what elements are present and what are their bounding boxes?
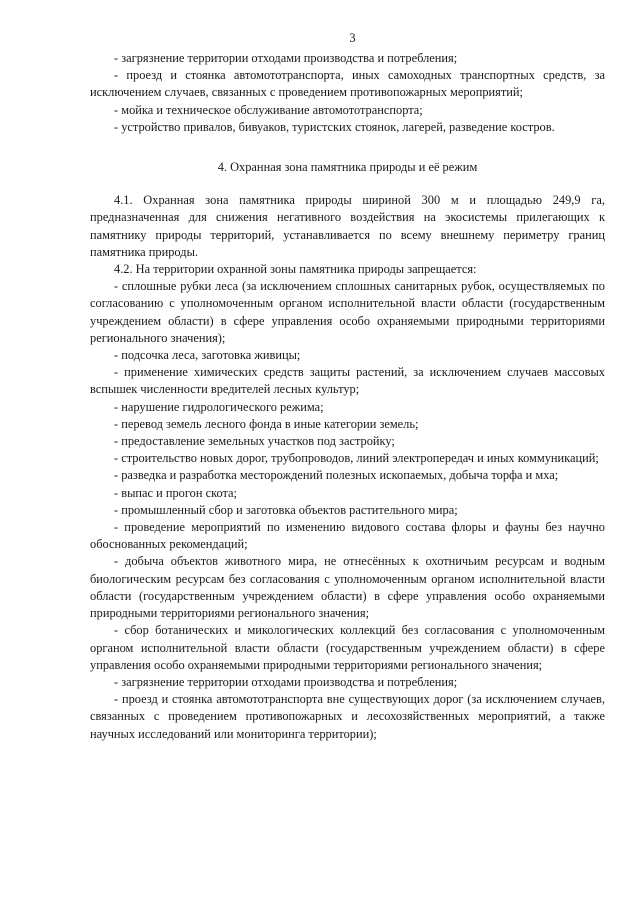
prohibited-list-item: - сплошные рубки леса (за исключением сплошных санитарных рубок, осуществляемых по согласованию с уполномоченным органом исполнительной власти области (государственным учреждением области) в сфере управления особо охраняемыми природными территориями регионального значения); — [90, 279, 605, 345]
top-list-item: - устройство привалов, бивуаков, туристских стоянок, лагерей, разведение костров. — [114, 119, 555, 134]
top-list-item: - проезд и стоянка автомототранспорта, иных самоходных транспортных средств, за исключением случаев, связанных с проведением противопожарных мероприятий; — [90, 68, 605, 100]
prohibited-list-item: - перевод земель лесного фонда в иные категории земель; — [114, 416, 419, 431]
prohibited-list-item: - предоставление земельных участков под застройку; — [114, 434, 395, 449]
prohibited-list-item: - сбор ботанических и микологических коллекций без согласования с уполномоченным органом исполнительной власти области (государственным учреждением области) в сфере управления особо охраняемыми природными территориями регионального значения; — [90, 623, 605, 672]
section-heading: 4. Охранная зона памятника природы и её режим — [217, 160, 478, 175]
prohibited-list-item: - строительство новых дорог, трубопроводов, линий электропередач и иных коммуникаций; — [114, 451, 599, 466]
top-list-item: - мойка и техническое обслуживание автомототранспорта; — [114, 102, 423, 117]
prohibited-list-item: - проезд и стоянка автомототранспорта вне существующих дорог (за исключением случаев, связанных с проведением противопожарных и лесохозяйственных мероприятий, а также научных исследований или мониторинга территории); — [90, 692, 605, 741]
prohibited-list-item: - применение химических средств защиты растений, за исключением случаев массовых вспышек численности вредителей лесных культур; — [90, 365, 605, 397]
document-page — [90, 30, 605, 743]
prohibited-list-item: - проведение мероприятий по изменению видового состава флоры и фауны без научно обоснованных рекомендаций; — [90, 520, 605, 552]
prohibited-list-item: - загрязнение территории отходами производства и потребления; — [114, 674, 458, 689]
top-list-item: - загрязнение территории отходами производства и потребления; — [114, 51, 458, 65]
prohibited-list-item: - добыча объектов животного мира, не отнесённых к охотничьим ресурсам и водным биологическим ресурсам без согласования с уполномоченным органом исполнительной власти области (государственным учреждением области) в сфере управления особо охраняемыми природными территориями регионального значения; — [90, 554, 605, 621]
prohibited-list-item: - нарушение гидрологического режима; — [114, 399, 324, 414]
page-number: 3 — [349, 31, 356, 45]
prohibited-list-item: - промышленный сбор и заготовка объектов растительного мира; — [114, 502, 458, 517]
prohibited-list-item: - выпас и прогон скота; — [114, 485, 238, 500]
prohibited-list-item: - разведка и разработка месторождений полезных ископаемых, добыча торфа и мха; — [114, 468, 559, 483]
clause-4-2: 4.2. На территории охранной зоны памятника природы запрещается: — [114, 262, 477, 277]
prohibited-list-item: - подсочка леса, заготовка живицы; — [114, 348, 301, 363]
clause-4-1: 4.1. Охранная зона памятника природы шириной 300 м и площадью 249,9 га, предназначенная для снижения негативного воздействия на экосистемы прилегающих к памятнику природы территорий, устанавливается по всему внешнему периметру границ памятника природы. — [90, 193, 605, 259]
